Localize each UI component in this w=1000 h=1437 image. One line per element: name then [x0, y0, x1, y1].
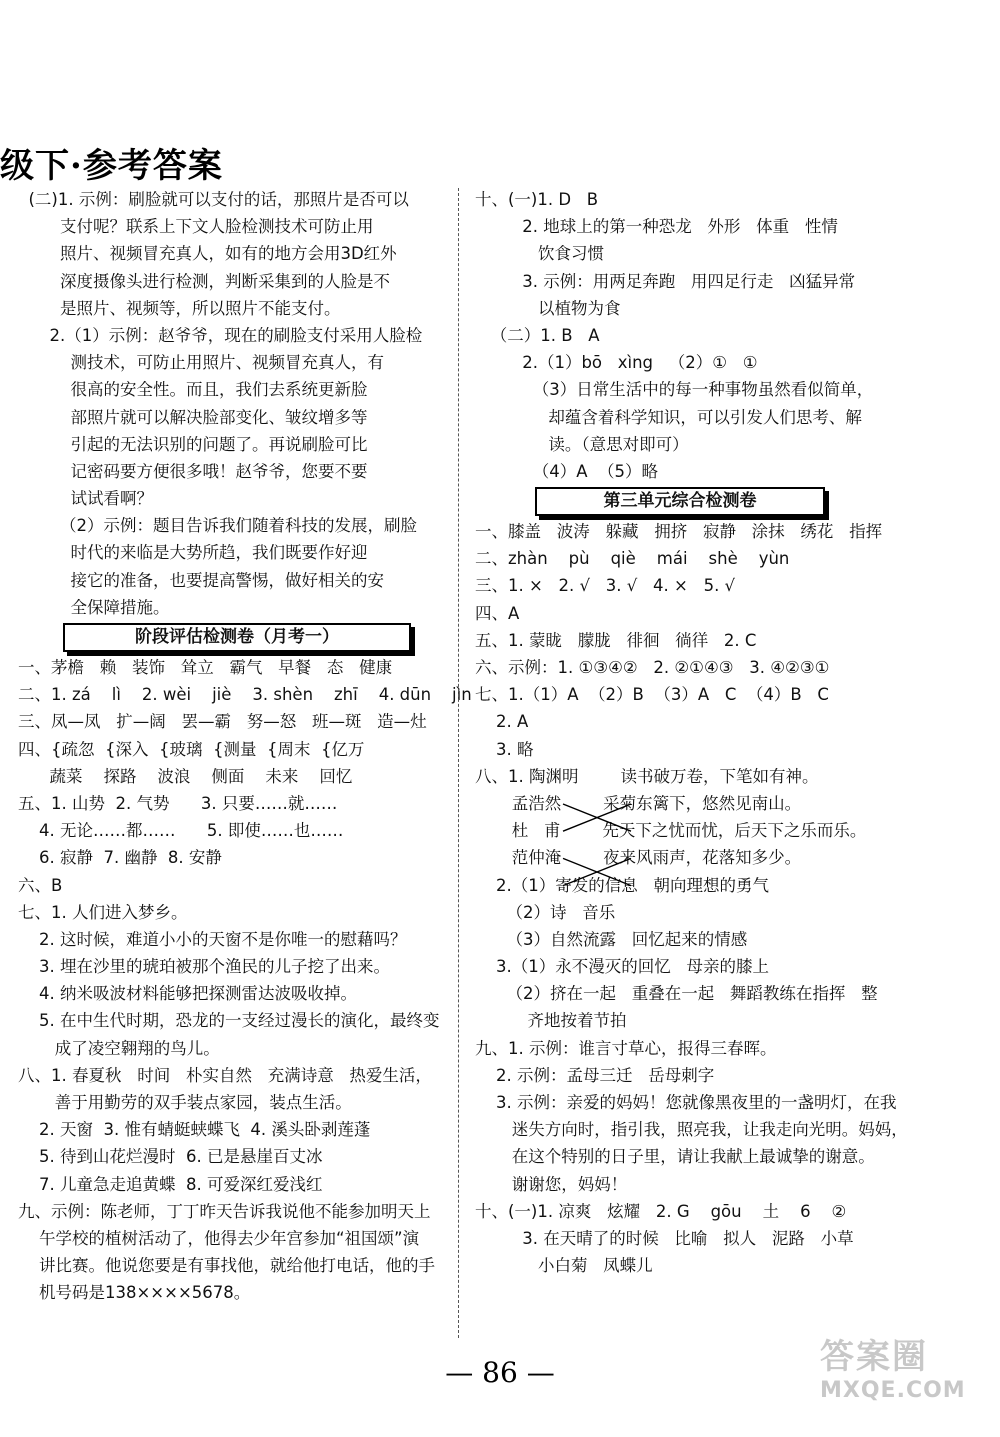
answer-line: 5. 待到山花烂漫时 6. 已是悬崖百丈冰 [18, 1147, 323, 1167]
answer-line: 蔬菜 探路 波浪 侧面 未来 回忆 [18, 766, 353, 786]
answer-line: 2. 示例：孟母三迁 岳母刺字 [475, 1065, 715, 1085]
watermark-bottom-text: MXQE.COM [820, 1378, 966, 1403]
answer-line: 八、1. 春夏秋 时间 朴实自然 充满诗意 热爱生活， [18, 1065, 432, 1085]
answer-line: 机号码是138××××5678。 [18, 1283, 251, 1303]
answer-line: 3. 略 [475, 739, 534, 759]
page-number: — 86 — [445, 1356, 555, 1389]
answer-line: （二）1. B A [475, 325, 600, 345]
answer-line: （4）A （5）略 [475, 461, 658, 481]
answer-line: 引起的无法识别的问题了。再说刷脸可比 [18, 434, 368, 454]
answer-line: （3）日常生活中的每一种事物虽然看似简单， [475, 380, 874, 400]
answer-line: 九、1. 示例：谁言寸草心，报得三春晖。 [475, 1038, 777, 1058]
answer-line: 成了凌空翱翔的鸟儿。 [18, 1038, 220, 1058]
column-divider [458, 188, 459, 1338]
answer-line: 7. 儿童急走追黄蝶 8. 可爱深红爱浅红 [18, 1174, 323, 1194]
answer-line: （3）自然流露 回忆起来的情感 [475, 929, 748, 949]
answer-line: 4. 纳米吸波材料能够把探测雷达波吸收掉。 [18, 984, 357, 1004]
section-title-box: 阶段评估检测卷（月考一） [63, 623, 411, 652]
answer-line: 3. 示例：亲爱的妈妈！您就像黑夜里的一盏明灯，在我 [475, 1093, 897, 1112]
answer-line: 记密码要方便很多哦！赵爷爷，您要不要 [18, 461, 368, 481]
watermark-top-text: 答案圈 [820, 1337, 928, 1377]
answer-line: 一、膝盖 波涛 躲藏 拥挤 寂静 涂抹 绣花 指挥 [475, 522, 883, 542]
answer-line: 接它的准备，也要提高警惕，做好相关的安 [18, 570, 384, 590]
answer-line: 很高的安全性。而且，我们去系统更新脸 [18, 380, 368, 400]
answer-line: 五、1. 山势 2. 气势 3. 只要……就…… [18, 793, 338, 813]
watermark-logo [820, 1337, 970, 1417]
answer-line: 3.（1）永不漫灭的回忆 母亲的膝上 [475, 957, 769, 977]
answer-line: 饮食习惯 [475, 244, 604, 264]
answer-line: 齐地按着节拍 [475, 1011, 627, 1031]
right-column [475, 186, 945, 1279]
answer-line: 6. 寂静 7. 幽静 8. 安静 [18, 848, 222, 868]
answer-line: 一、茅檐 赖 装饰 耸立 霸气 早餐 态 健康 [18, 658, 393, 677]
answer-line: 讲比赛。他说您要是有事找他，就给他打电话，他的手 [18, 1256, 435, 1276]
answer-line: 3. 示例：用两足奔跑 用四足行走 凶猛异常 [475, 271, 856, 291]
answer-line: 在这个特别的日子里，请让我献上最诚挚的谢意。 [475, 1147, 875, 1167]
answer-line: 测技术，可防止用照片、视频冒充真人，有 [18, 353, 384, 373]
answer-line: 以植物为食 [475, 298, 621, 318]
answer-line: 十、(一)1. D B [475, 190, 599, 209]
answer-line: 全保障措施。 [18, 597, 170, 617]
answer-line: 二、1. zá lì 2. wèi jiè 3. shèn zhī 4. dūn jìn [18, 685, 472, 705]
answer-line: 4. 无论……都…… 5. 即使……也…… [18, 821, 344, 841]
answer-line: 杜 甫 先天下之忧而忧，后天下之乐而乐。 [475, 821, 867, 841]
answer-line: 迷失方向时，指引我，照亮我，让我走向光明。妈妈， [475, 1120, 908, 1140]
matching-lines [563, 804, 763, 924]
answer-line: 二、zhàn pù qiè mái shè yùn [475, 549, 790, 569]
answer-line: 午学校的植树活动了，他得去少年宫参加“祖国颂”演 [18, 1228, 420, 1248]
answer-line: （2）诗 音乐 [475, 902, 616, 922]
answer-line: 2. 这时候，难道小小的天窗不是你唯一的慰藉吗？ [18, 929, 407, 949]
answer-line: 部照片就可以解决脸部变化、皱纹增多等 [18, 407, 368, 427]
answer-line: 六、示例：1. ①③④② 2. ②①④③ 3. ④②③① [475, 658, 830, 677]
answer-line: 九、示例：陈老师，丁丁昨天告诉我说他不能参加明天上 [18, 1201, 431, 1221]
answer-line: 2. A [475, 712, 529, 732]
answer-line: 是照片、视频等，所以照片不能支付。 [18, 298, 341, 318]
answer-line: 三、凤—凤 扩—阔 罢—霸 努—怒 班—斑 造—灶 [18, 712, 427, 732]
answer-line: 七、1.（1）A （2）B （3）A C （4）B C [475, 685, 829, 705]
answer-line: 五、1. 蒙眬 朦胧 徘徊 徜徉 2. C [475, 630, 757, 650]
answer-line: 善于用勤劳的双手装点家园，装点生活。 [18, 1093, 352, 1112]
page-header-title: 级下·参考答案 [0, 146, 223, 186]
answer-line: （2）示例：题目告诉我们随着科技的发展，刷脸 [18, 516, 417, 536]
answer-line: 3. 在天晴了的时候 比喻 拟人 泥路 小草 [475, 1228, 854, 1248]
answer-line: 2. 天窗 3. 惟有蜻蜓蛱蝶飞 4. 溪头卧剥莲蓬 [18, 1120, 371, 1140]
answer-line: (二)1. 示例：刷脸就可以支付的话，那照片是否可以 [18, 190, 409, 209]
answer-line: 时代的来临是大势所趋，我们既要作好迎 [18, 543, 368, 563]
answer-line: 2.（1）示例：赵爷爷，现在的刷脸支付采用人脸检 [18, 325, 423, 345]
answer-line: （2）挤在一起 重叠在一起 舞蹈教练在指挥 整 [475, 984, 878, 1004]
answer-line: 2. 地球上的第一种恐龙 外形 体重 性情 [475, 217, 838, 237]
section-title-box: 第三单元综合检测卷 [535, 487, 825, 516]
answer-line: 范仲淹 夜来风雨声，花落知多少。 [475, 848, 802, 868]
answer-line: 小白菊 凤蝶儿 [475, 1256, 653, 1276]
left-column [18, 186, 472, 1307]
answer-line: 六、B [18, 875, 63, 895]
answer-line: 十、(一)1. 凉爽 炫耀 2. G gōu 土 6 ② [475, 1201, 847, 1221]
answer-line: 三、1. × 2. √ 3. √ 4. × 5. √ [475, 576, 736, 596]
answer-line: 读。（意思对即可） [475, 434, 689, 454]
answer-line: 四、A [475, 603, 520, 623]
answer-line: 谢谢您，妈妈！ [475, 1174, 628, 1194]
answer-line: 5. 在中生代时期，恐龙的一支经过漫长的演化，最终变 [18, 1011, 440, 1031]
answer-line: 深度摄像头进行检测，判断采集到的人脸是不 [18, 271, 390, 291]
answer-line: 四、{疏忽 {深入 {玻璃 {测量 {周末 {亿万 [18, 739, 365, 759]
answer-line: 却蕴含着科学知识，可以引发人们思考、解 [475, 407, 862, 427]
answer-line: 3. 埋在沙里的琥珀被那个渔民的儿子挖了出来。 [18, 957, 390, 977]
answer-line: 照片、视频冒充真人，如有的地方会用3D红外 [18, 244, 397, 264]
answer-line: 支付呢？联系上下文人脸检测技术可防止用 [18, 217, 374, 237]
answer-line: 八、1. 陶渊明 读书破万卷，下笔如有神。 [475, 766, 819, 786]
answer-line: 孟浩然 采菊东篱下，悠然见南山。 [475, 793, 802, 813]
answer-line: 试试看啊？ [18, 489, 153, 509]
answer-line: 七、1. 人们进入梦乡。 [18, 902, 188, 922]
answer-line: 2.（1）寄发的信息 朝向理想的勇气 [475, 875, 769, 895]
answer-line: 2.（1）bō xìng （2）① ① [475, 353, 758, 373]
